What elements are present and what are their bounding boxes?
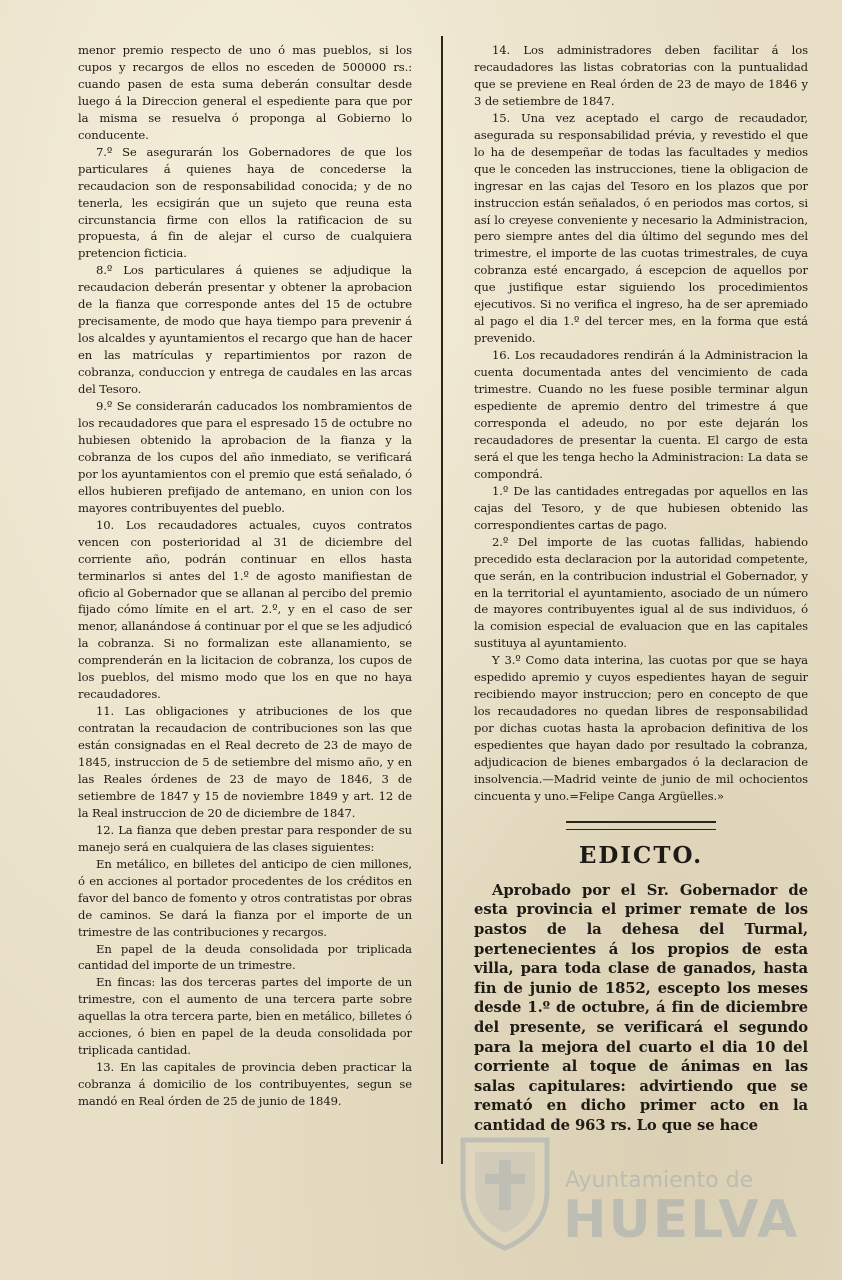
decorative-rule (566, 821, 716, 830)
ayuntamiento-watermark (455, 1130, 800, 1260)
article-8: 8.º Los particulares á quienes se adjudique la recaudacion deberán presentar y obtener la aprobacion de la fianza que corresponde antes del 15 de octubre precisamente, de modo que haya tiempo para prevenir á los alcaldes y ayuntamientos el recargo que han de hacer en las matrículas y repartimientos por razon de cobranza, conduccion y entrega de caudales en las arcas del Tesoro. (78, 263, 412, 397)
article-12: 12. La fianza que deben prestar para responder de su manejo será en cualquiera de las clases siguientes: (78, 822, 412, 854)
data-item-2: 2.º Del importe de las cuotas fallidas, habiendo precedido esta declaracion por la autoridad competente, que serán, en la contribucion industrial el Gobernador, y en la territorial el ayuntamiento, asociado de un número de mayores contribuyentes igual al de sus individuos, ó la comision especial de evaluacion que en las capitales sustituya al ayuntamiento. (474, 534, 808, 651)
article-13: 13. En las capitales de provincia deben practicar la cobranza á domicilio de los contribuyentes, segun se mandó en Real órden de 25 de junio de 1849. (78, 1060, 412, 1109)
right-column (474, 42, 808, 1136)
article-9: 9.º Se considerarán caducados los nombramientos de los recaudadores que para el espresado 15 de octubre no hubiesen obtenido la aprobacion de la fianza y la cobranza de los cupos del año inmediato, se verificará por los ayuntamientos con el premio que está señalado, ó ellos hubieren prefijado de antemano, en union con los mayores contribuyentes del pueblo. (78, 399, 412, 515)
watermark-line-1: Ayuntamiento de (565, 1168, 754, 1193)
article-7: 7.º Se asegurarán los Gobernadores de que los particulares á quienes haya de concederse la recaudacion son de responsabilidad conocida; y de no tenerla, les ecsigirán que un sujeto que reuna esta circunstancia firme con ellos la ratificacion de su propuesta, á fin de alejar el curso de cualquiera pretencion ficticia. (78, 144, 412, 261)
watermark-line-2: HUELVA (563, 1190, 800, 1250)
article-10: 10. Los recaudadores actuales, cuyos contratos vencen con posterioridad al 31 de diciembre del corriente año, podrán continuar en ellos hasta terminarlos si antes del 1.º de agosto manifiestan de oficio al Gobernador que se allanan al percibo del premio fijado cómo límite en el art. 2.º, y en el caso de ser menor, allanándose á continuar por el que se les adjudicó la cobranza. Si no formalizan este allanamiento, se comprenderán en la licitacion de cobranza, los cupos de los pueblos, del mismo modo que los en que no haya recaudadores. (78, 517, 412, 702)
left-column (78, 42, 412, 1110)
fianza-fincas: En fincas: las dos terceras partes del importe de un trimestre, con el aumento de una tercera parte sobre aquellas la otra tercera parte, bien en metálico, billetes ó acciones, ó bien en papel de la deuda consolidada por triplicada cantidad. (78, 975, 412, 1058)
edicto-title: EDICTO. (578, 841, 704, 869)
data-item-1: 1.º De las cantidades entregadas por aquellos en las cajas del Tesoro, y de que hubiesen obtenido las correspondientes cartas de pago. (474, 483, 808, 532)
fianza-metalico: En metálico, en billetes del anticipo de cien millones, ó en acciones al portador procedentes de los créditos en favor del banco de fomento y otros contratistas por obras de caminos. Se dará la fianza por el importe de un trimestre de las contribuciones y recargos. (78, 856, 412, 939)
column-divider (441, 36, 443, 1164)
article-16: 16. Los recaudadores rendirán á la Administracion la cuenta documentada antes del vencimiento de cada trimestre. Cuando no les fuese posible terminar algun espediente de apremio dentro del trimestre á que corresponda el adeudo, no por este dejarán los recaudadores de presentar la cuenta. El cargo de esta será el que les tenga hecho la Administracion: La data se compondrá. (474, 348, 808, 481)
fianza-papel: En papel de la deuda consolidada por triplicada cantidad del importe de un trimestre. (78, 941, 412, 973)
coat-of-arms-icon (455, 1130, 555, 1252)
edicto-body: Aprobado por el Sr. Gobernador de esta provincia el primer remate de los pastos de la dehesa del Turmal, pertenecientes á los propios de esta villa, para toda clase de ganados, hasta fin de junio de 1852, escepto los meses desde 1.º de octubre, á fin de diciembre del presente, se verificará el segundo para la mejora del cuarto el dia 10 del corriente al toque de ánimas en las salas capitulares: advirtiendo que se remató en dicho primer acto en la cantidad de 963 rs. Lo que se hace (474, 881, 808, 1134)
article-14: 14. Los administradores deben facilitar á los recaudadores las listas cobratorias con la puntualidad que se previene en Real órden de 23 de mayo de 1846 y 3 de setiembre de 1847. (474, 43, 808, 108)
left-paragraph-0: menor premio respecto de uno ó mas pueblos, si los cupos y recargos de ellos no esceden de 500000 rs.: cuando pasen de esta suma deberán consultar desde luego á la Direccion general el espediente para que por la misma se resuelva ó proponga al Gobierno lo conducente. (78, 43, 412, 142)
article-15: 15. Una vez aceptado el cargo de recaudador, asegurada su responsabilidad prévia, y revestido el que lo ha de desempeñar de todas las facultades y medios que le conceden las instrucciones, tiene la obligacion de ingresar en las cajas del Tesoro en los plazos que por instruccion están señalados, ó en periodos mas cortos, si así lo creyese conveniente y necesario la Administracion, pero siempre antes del dia último del segundo mes del trimestre, el importe de las cuotas trimestrales, de cuya cobranza esté encargado, á escepcion de aquellos por que justifique estar siguiendo los procedimientos ejecutivos. Si no verifica el ingreso, ha de ser apremiado al pago el dia 1.º del tercer mes, en la forma que está prevenido. (474, 110, 808, 346)
article-11: 11. Las obligaciones y atribuciones de los que contratan la recaudacion de contribuciones son las que están consignadas en el Real decreto de 23 de mayo de 1845, instruccion de 5 de setiembre del mismo año, y en las Reales órdenes de 23 de mayo de 1846, 3 de setiembre de 1847 y 15 de noviembre 1849 y art. 12 de la Real instruccion de 20 de diciembre de 1847. (78, 704, 412, 820)
data-item-3: Y 3.º Como data interina, las cuotas por que se haya espedido apremio y cuyos espedientes hayan de seguir recibiendo mayor instruccion; pero en concepto de que los recaudadores no quedan libres de responsabilidad por dichas cuotas hasta la aprobacion definitiva de los espedientes que hayan dado por resultado la cobranza, adjudicacion de bienes embargados ó la declaracion de insolvencia.—Madrid veinte de junio de mil ochocientos cincuenta y uno.=Felipe Canga Argüelles.» (474, 653, 808, 803)
